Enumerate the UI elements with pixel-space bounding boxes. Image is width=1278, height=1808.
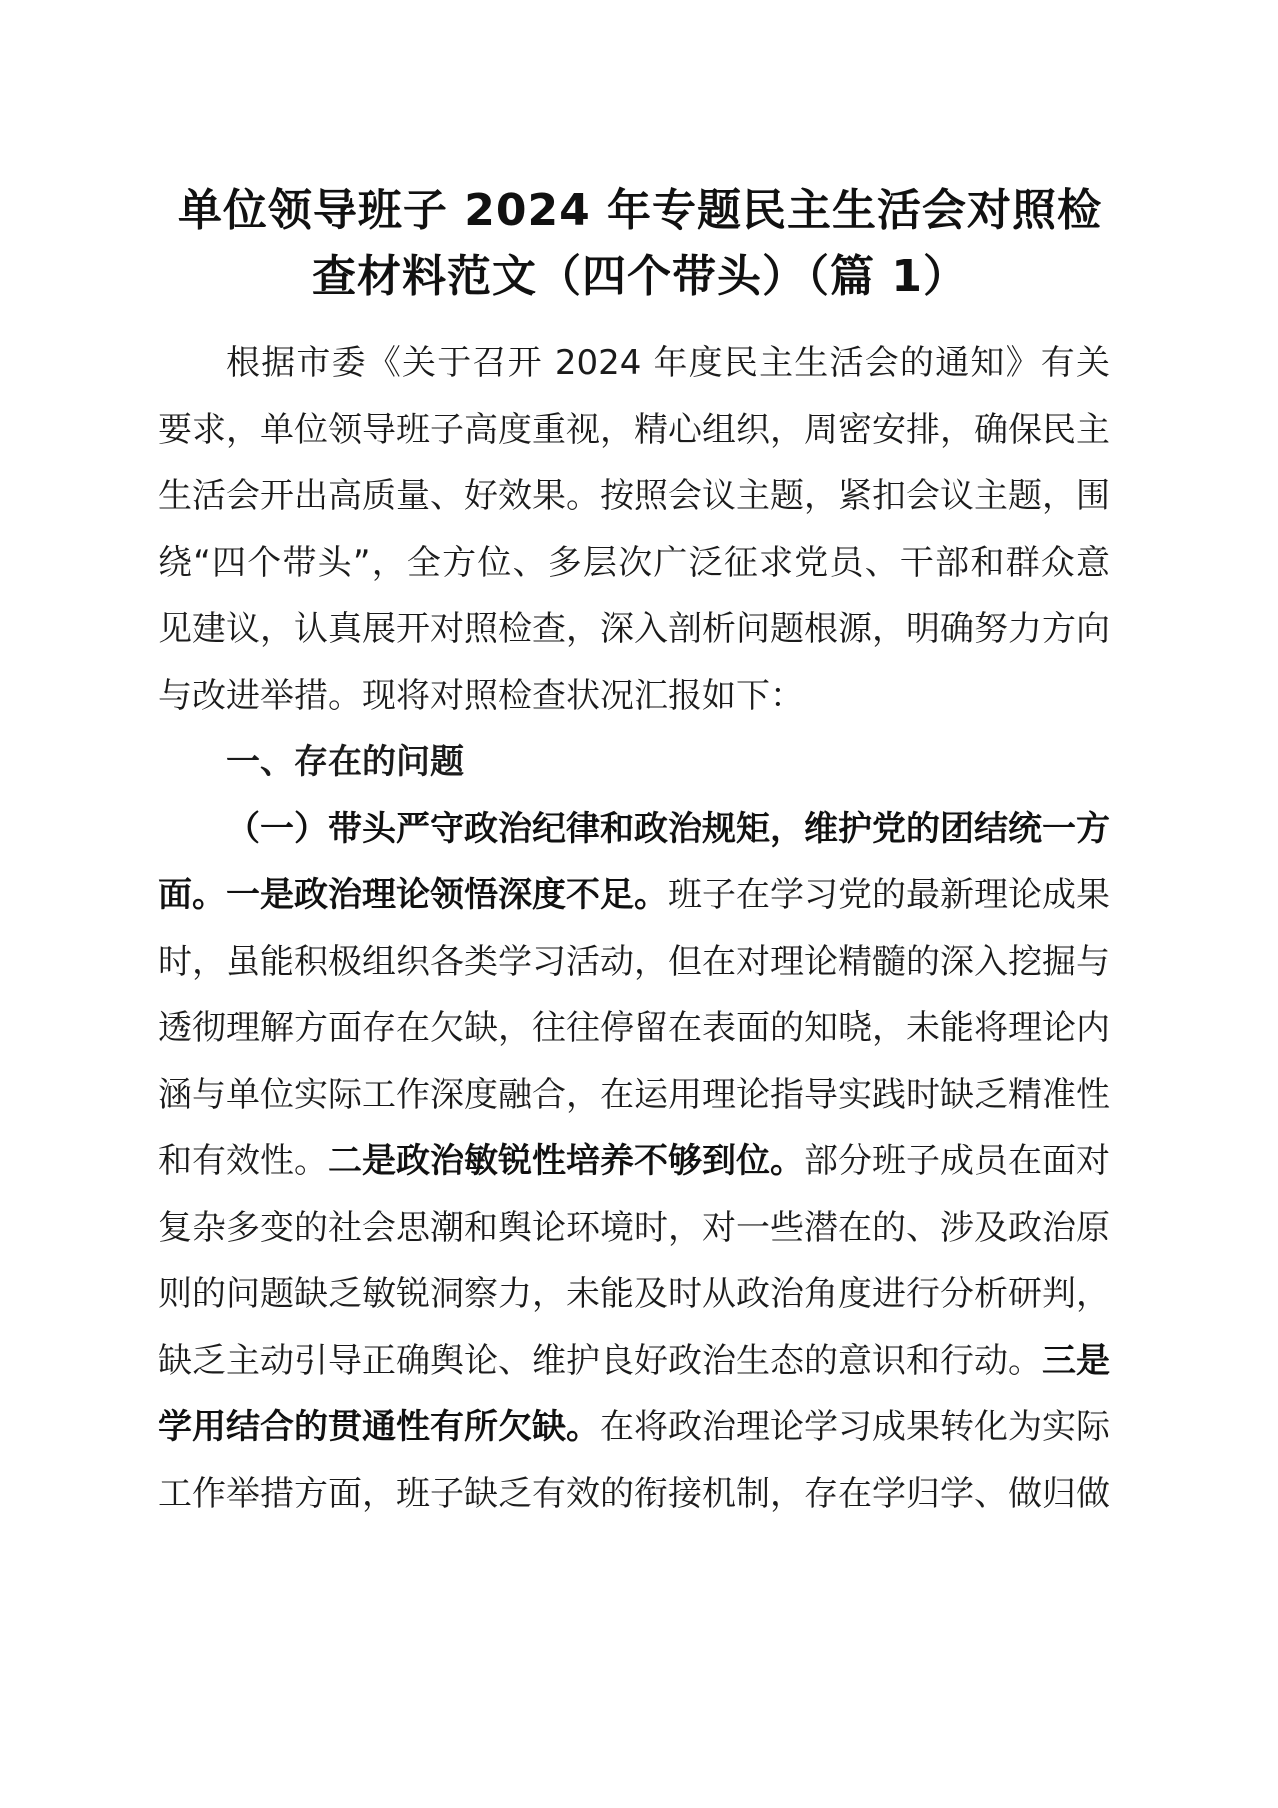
title-line-2: 查材料范文（四个带头）（篇 1）	[312, 251, 968, 302]
intro-paragraph: 根据市委《关于召开 2024 年度民主生活会的通知》有关要求，单位领导班子高度重视，精心组织，周密安排，确保民主生活会开出高质量、好效果。按照会议主题，紧扣会议主题，围绕“四个带头”，全方位、多层次广泛征求党员、干部和群众意见建议，认真展开对照检查，深入剖析问题根源，明确努力方向与改进举措。现将对照检查状况汇报如下：	[158, 343, 1110, 716]
point-1-text: 班子在学习党的最新理论成果时，虽能积极组织各类学习活动，但在对理论精髓的深入挖掘与透彻理解方面存在欠缺，往往停留在表面的知晓，未能将理论内涵与单位实际工作深度融合，在运用理论指导实践时缺乏精准性和有效性。	[158, 875, 1110, 1181]
issues-paragraph	[158, 796, 1110, 1528]
document-body	[158, 330, 1110, 1527]
point-2-text: 部分班子成员在面对复杂多变的社会思潮和舆论环境时，对一些潜在的、涉及政治原则的问题缺乏敏锐洞察力，未能及时从政治角度进行分析研判，缺乏主动引导正确舆论、维护良好政治生态的意识和行动。	[158, 1141, 1110, 1381]
document-title	[140, 178, 1140, 310]
point-3-text: 在将政治理论学习成果转化为实际工作举措方面，班子缺乏有效的衔接机制，存在学归学、做归做	[158, 1407, 1110, 1514]
subsection-heading: （一）带头严守政治纪律和政治规矩，维护党的团结统一方面。	[158, 808, 1110, 915]
section-heading: 一、存在的问题	[226, 742, 464, 782]
title-line-1: 单位领导班子 2024 年专题民主生活会对照检	[177, 185, 1103, 236]
point-2-label: 二是政治敏锐性培养不够到位。	[328, 1141, 804, 1181]
point-1-label: 一是政治理论领悟深度不足。	[226, 875, 668, 915]
point-3-label: 三是学用结合的贯通性有所欠缺。	[158, 1340, 1110, 1447]
